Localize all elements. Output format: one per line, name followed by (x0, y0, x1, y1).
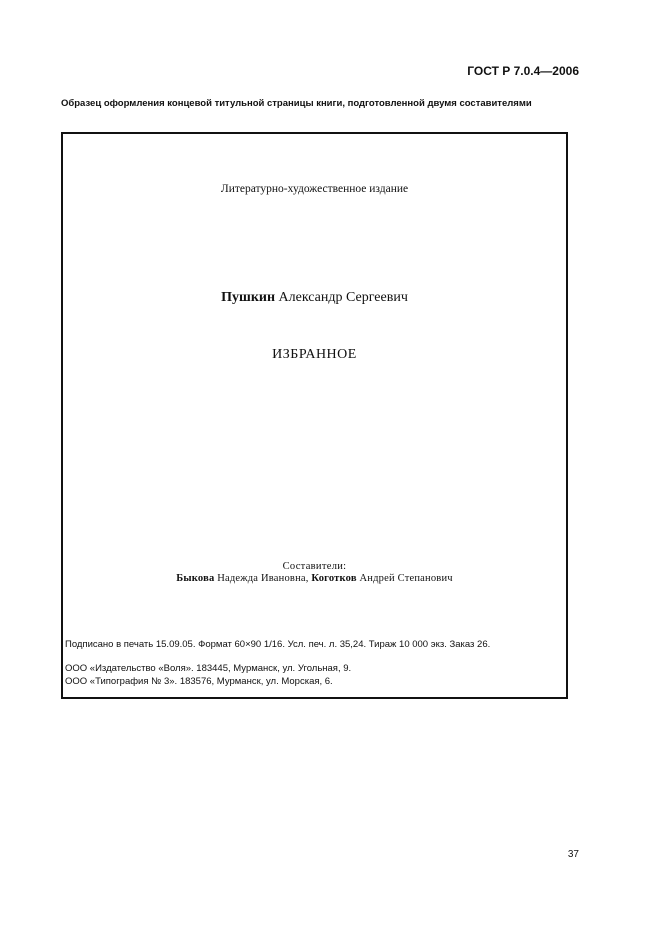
author-surname: Пушкин (221, 290, 276, 305)
compilers-names (63, 573, 566, 584)
compiler2-given-names: Андрей Степанович (356, 573, 453, 584)
author-given-names: Александр Сергеевич (275, 290, 408, 305)
author-line (63, 290, 566, 306)
printer-address: ООО «Типография № 3». 183576, Мурманск, ул. Морская, 6. (65, 676, 333, 687)
compiler1-given-names: Надежда Ивановна, (214, 573, 312, 584)
publisher-address: ООО «Издательство «Воля». 183445, Мурманск, ул. Угольная, 9. (65, 663, 352, 674)
book-title: ИЗБРАННОЕ (272, 347, 357, 362)
edition-type: Литературно-художественное издание (220, 183, 409, 195)
page-number: 37 (567, 849, 579, 860)
title-page-frame (61, 132, 568, 699)
compilers-label: Составители: (282, 561, 347, 572)
print-details: Подписано в печать 15.09.05. Формат 60×90 1/16. Усл. печ. л. 35,24. Тираж 10 000 экз. Заказ 26. (65, 639, 491, 650)
sample-caption: Образец оформления концевой титульной страницы книги, подготовленной двумя составителями (61, 98, 532, 109)
compiler2-surname: Коготков (311, 573, 357, 584)
compiler1-surname: Быкова (176, 573, 215, 584)
standard-code: ГОСТ Р 7.0.4—2006 (467, 64, 579, 78)
